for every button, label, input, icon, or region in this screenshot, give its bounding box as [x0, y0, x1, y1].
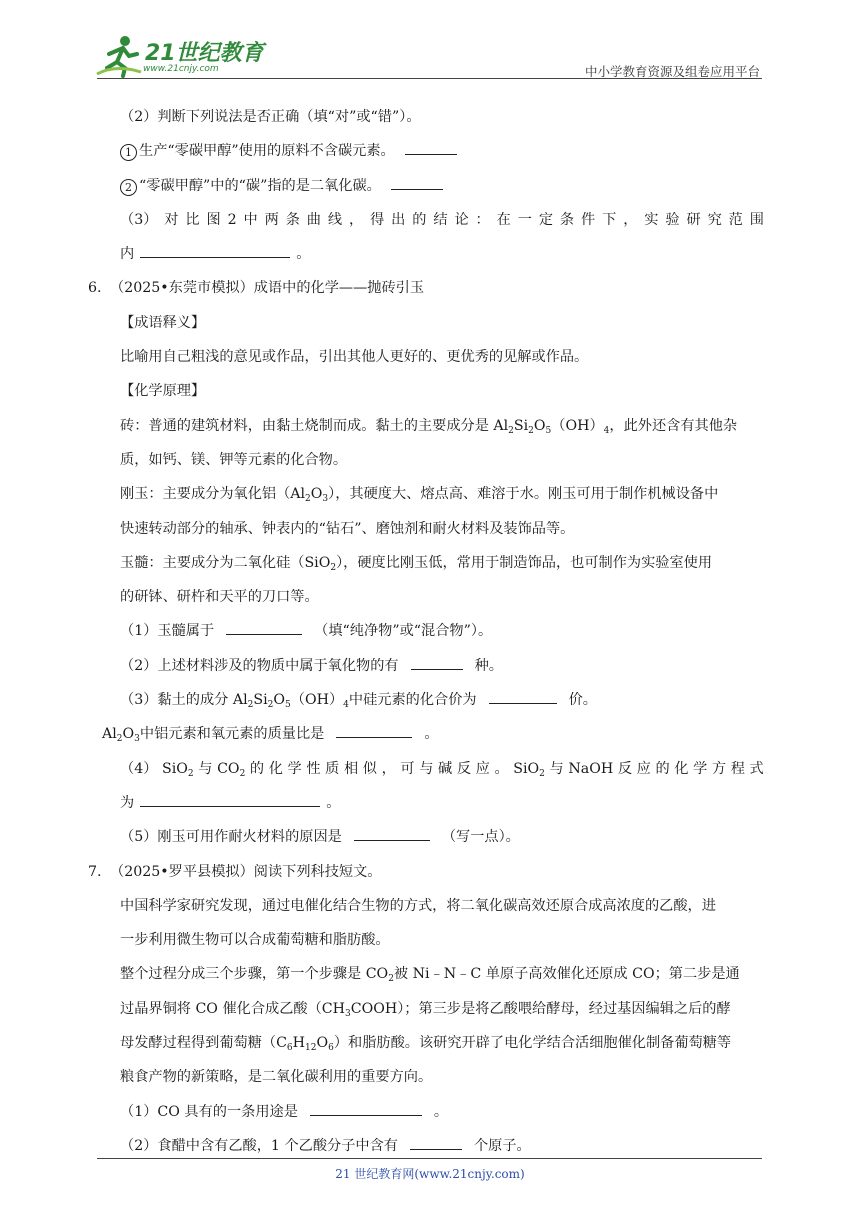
q6-sub2: （2）上述材料涉及的物质中属于氧化物的有 种。: [102, 649, 764, 683]
justified-word: $CO_2$: [217, 760, 246, 779]
q6-sub3-mass-ratio: $Al_2O_3$中铝元素和氧元素的质量比是 。: [102, 717, 764, 751]
document-body: [88, 100, 764, 1163]
justified-word: 质: [325, 760, 340, 777]
justified-word: 程: [730, 760, 745, 777]
justified-word: 的: [249, 760, 265, 777]
justified-word: ，: [623, 211, 638, 228]
q6-heading-meaning: 【成语释义】: [120, 314, 206, 331]
q6-sub4-end: 为 。: [102, 786, 764, 820]
justified-word: 式: [749, 760, 764, 777]
q7-sub1: （1）CO 具有的一条用途是 。: [102, 1095, 764, 1129]
justified-word: 应: [475, 760, 490, 777]
justified-word: 反: [617, 760, 633, 777]
justified-word: 方: [711, 760, 727, 777]
justified-word: 图: [206, 211, 221, 228]
justified-word: 化: [674, 760, 689, 777]
justified-word: 一: [517, 211, 532, 228]
justified-word: 线: [327, 211, 343, 228]
justified-word: 学: [287, 760, 302, 777]
q6-sub1: （1）玉髓属于 （填“纯净物”或“混合物”）。: [102, 614, 764, 648]
q7-para1-line1: 中国科学家研究发现，通过电催化结合生物的方式，将二氧化碳高效还原合成高浓度的乙酸，进: [120, 897, 716, 914]
q7-para2-line2: 过晶界铜将 CO 催化合成乙酸$(CH_3COOH)$；第三步是将乙酸喂给酵母，经过基因编辑之后的酵: [120, 1000, 731, 1019]
justified-word: 论: [454, 211, 469, 228]
justified-word: 两: [264, 211, 279, 228]
q5-part3-period: 。: [296, 246, 311, 263]
justified-word: 2: [227, 211, 237, 228]
justified-word: 学: [693, 760, 708, 777]
q5-part3-end: [102, 237, 764, 271]
justified-word: 碱: [438, 760, 453, 777]
justified-word: 出: [391, 211, 406, 228]
justified-word: 研: [686, 211, 701, 228]
justified-word: 条: [559, 211, 575, 228]
logo-url: www.21cnjy.com: [143, 64, 219, 74]
justified-word: 结: [433, 211, 448, 228]
justified-word: 应: [636, 760, 651, 777]
q6-meaning-text: 比喻用自己粗浅的意见或作品，引出其他人更好的、更优秀的见解或作品。: [120, 349, 589, 366]
q5-part3-text: 内: [120, 246, 135, 263]
justified-word: 化: [268, 760, 283, 777]
justified-word: ，: [381, 760, 396, 777]
justified-word: 条: [285, 211, 300, 228]
answer-blank[interactable]: [391, 175, 443, 190]
q5-item1-text: 生产“零碳甲醇”使用的原料不含碳元素。: [139, 143, 395, 160]
justified-word: ：: [475, 211, 490, 228]
q6-corundum-text: 刚玉：主要成分为氧化铝$(Al_2O_3)$，其硬度大、熔点高、难溶于水。刚玉可用于制作机械设备中: [120, 486, 719, 505]
justified-word: 相: [343, 760, 359, 777]
site-logo: [95, 34, 265, 78]
justified-word: 围: [749, 211, 764, 228]
answer-blank[interactable]: [411, 655, 463, 670]
justified-word: 似: [362, 760, 377, 777]
justified-word: SiO$_2$: [162, 760, 194, 779]
justified-word: 实: [644, 211, 659, 228]
answer-blank[interactable]: [140, 243, 290, 258]
q7-para2-line4: 粮食产物的新策略，是二氧化碳利用的重要方向。: [120, 1069, 433, 1086]
justified-word: 得: [370, 211, 385, 228]
q6-brick-text: 砖：普通的建筑材料，由黏土烧制而成。黏土的主要成分是 $Al_2Si_2O_5(OH)_4$，此外还含有其他杂: [120, 417, 738, 436]
q6-heading-principle: 【化学原理】: [120, 383, 206, 400]
justified-word: 件: [581, 211, 596, 228]
q6-agate-text: 玉髓：主要成分为二氧化硅（SiO$_2$），硬度比刚玉低，常用于制造饰品，也可制作为实验室使用: [120, 554, 713, 573]
runner-logo-icon: [95, 34, 143, 78]
justified-word: 。: [494, 760, 509, 777]
justified-word: NaOH: [568, 760, 614, 777]
logo-text: 21世纪教育: [145, 41, 264, 66]
justified-word: 反: [456, 760, 472, 777]
justified-word: 与: [198, 760, 213, 777]
q6-agate-text-cont: 的研钵、研杵和天平的刀口等。: [120, 589, 319, 606]
question-title: （2025•东莞市模拟）成语中的化学——抛砖引玉: [110, 280, 425, 297]
q5-item2-text: “零碳甲醇”中的“碳”指的是二氧化碳。: [139, 177, 381, 194]
q6-brick-text-cont: 质，如钙、镁、钾等元素的化合物。: [120, 451, 348, 468]
q5-item1: [102, 134, 764, 168]
answer-blank[interactable]: [140, 792, 320, 807]
justified-word: 在: [496, 211, 511, 228]
q6-title: [88, 271, 764, 305]
justified-word: 中: [243, 211, 258, 228]
q7-para1-line2: 一步利用微生物可以合成葡萄糖和脂肪酸。: [120, 932, 390, 949]
justified-word: 与: [549, 760, 564, 777]
q6-sub4: [102, 752, 764, 786]
justified-word: 定: [538, 211, 554, 228]
justified-word: （4）: [120, 760, 158, 777]
answer-blank[interactable]: [405, 140, 457, 155]
justified-word: 究: [707, 211, 722, 228]
q7-sub2: （2）食醋中含有乙酸，1 个乙酸分子中含有 个原子。: [102, 1129, 764, 1163]
answer-blank[interactable]: [489, 689, 557, 704]
answer-blank[interactable]: [310, 1101, 422, 1116]
q7-title: [88, 855, 764, 889]
q7-para2-line1: 整个过程分成三个步骤，第一个步骤是 $CO_2$被 Ni﹣N﹣C 单原子高效催化还原成 CO；第二步是通: [120, 966, 740, 985]
circled-number: 2: [120, 179, 137, 196]
justified-word: 对: [164, 211, 179, 228]
q6-sub3: （3）黏土的成分 $Al_2Si_2O_5(OH)_4$中硅元素的化合价为 价。: [102, 683, 764, 717]
justified-word: 范: [728, 211, 743, 228]
justified-word: 与: [419, 760, 434, 777]
justified-word: SiO$_2$: [513, 760, 545, 779]
justified-word: 曲: [306, 211, 321, 228]
justified-word: 可: [400, 760, 415, 777]
justified-word: 的: [412, 211, 427, 228]
answer-blank[interactable]: [336, 723, 412, 738]
justified-word: 下: [602, 211, 617, 228]
question-title: （2025•罗平县模拟）阅读下列科技短文。: [110, 863, 382, 880]
q5-part2: （2）判断下列说法是否正确（填“对”或“错”）。: [120, 109, 421, 125]
justified-word: 性: [306, 760, 321, 777]
answer-blank[interactable]: [354, 826, 430, 841]
answer-blank[interactable]: [226, 620, 302, 635]
page-header: [95, 30, 760, 80]
justified-word: ，: [348, 211, 364, 228]
page-footer: 21 世纪教育网(www.21cnjy.com): [335, 1167, 525, 1181]
header-divider: [97, 78, 762, 79]
q5-item2: [102, 169, 764, 203]
answer-blank[interactable]: [410, 1135, 462, 1150]
q6-corundum-text-cont: 快速转动部分的轴承、钟表内的“钻石”、磨蚀剂和耐火材料及装饰品等。: [120, 520, 575, 537]
question-number: 7.: [88, 863, 102, 880]
justified-word: 的: [655, 760, 670, 777]
q6-sub5: （5）刚玉可用作耐火材料的原因是 （写一点）。: [102, 820, 764, 854]
q5-part3: [102, 203, 764, 237]
q7-para2-line3: 母发酵过程得到葡萄糖$(C_6H_{12}O_6)$和脂肪酸。该研究开辟了电化学结合活细胞催化制备葡萄糖等: [120, 1035, 732, 1054]
footer-divider: [97, 1158, 762, 1159]
justified-word: （3）: [120, 211, 158, 228]
justified-word: 验: [665, 211, 680, 228]
circled-number: 1: [120, 144, 137, 161]
question-number: 6.: [88, 280, 102, 297]
justified-word: 比: [185, 211, 200, 228]
platform-name: 中小学教育资源及组卷应用平台: [584, 64, 760, 79]
